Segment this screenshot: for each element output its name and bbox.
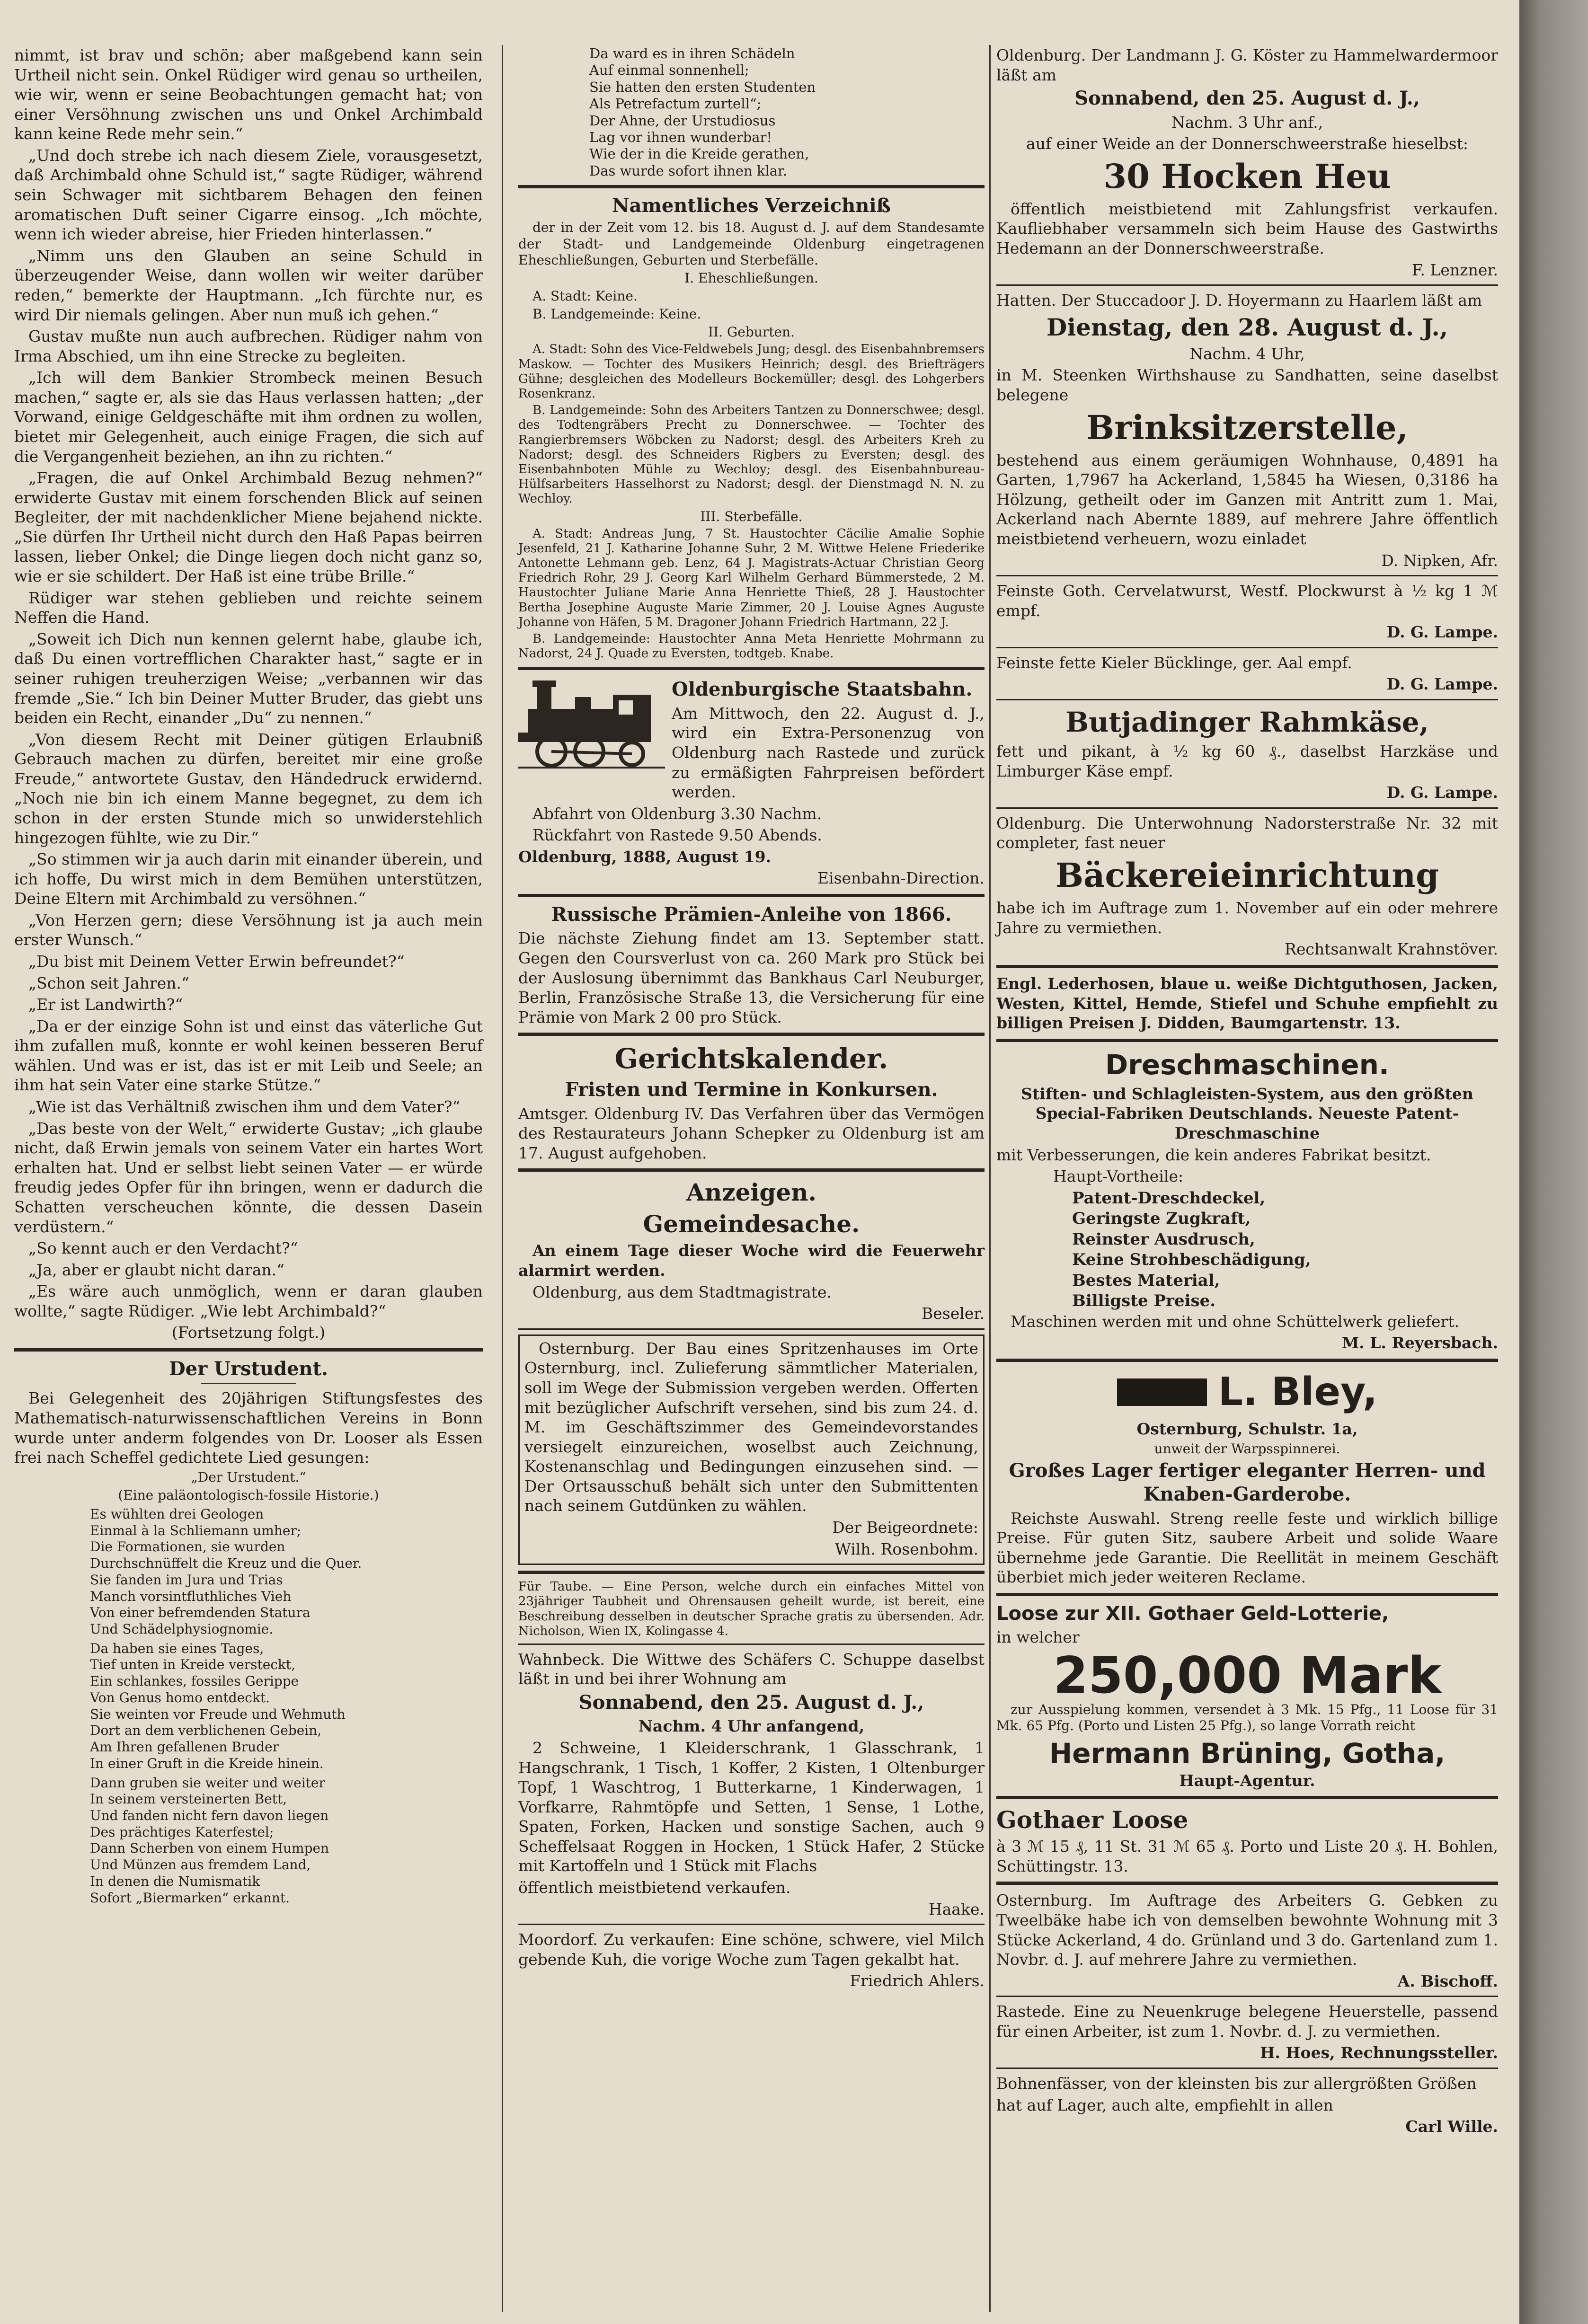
black-bar bbox=[1117, 1378, 1207, 1406]
gebken-text: Osternburg. Im Auftrage des Arbeiters G. Gebken zu Tweelbäke habe ich von demselben bewohnte Wohnung mit 3 Stücke Ackerland, 4 do. Grünland und 3 do. Gartenland zum 1. Novbr. d. J. auf mehrere Jahre zu vermiethen. bbox=[996, 1891, 1498, 1969]
hoyermann-signature: D. Nipken, Afr. bbox=[1381, 551, 1498, 570]
bley-name: L. Bley, bbox=[1218, 1369, 1378, 1414]
section-divider bbox=[996, 1996, 1498, 1997]
rastede-signature: H. Hoes, Rechnungssteller. bbox=[1260, 2043, 1498, 2062]
bohnen-text: Bohnenfässer, von der kleinsten bis zur allergrößten Größen bbox=[996, 2074, 1477, 2093]
municipal-title: Gemeindesache. bbox=[643, 1210, 860, 1238]
railway-departure: Abfahrt von Oldenburg 3.30 Nachm. bbox=[532, 804, 822, 823]
bley-banner bbox=[996, 1368, 1498, 1416]
section-divider bbox=[996, 807, 1498, 809]
hoyermann-time: Nachm. 4 Uhr, bbox=[1189, 344, 1305, 363]
story-paragraph: „Wie ist das Verhältniß zwischen ihm und dem Vater?“ bbox=[28, 1097, 461, 1116]
moordorf-signature: Friedrich Ahlers. bbox=[850, 1971, 985, 1990]
section-divider bbox=[996, 1593, 1498, 1596]
railway-text: Am Mittwoch, den 22. August d. J., wird ein Extra-Personenzug von Oldenburg nach Rastede und zurück zu ermäßigten Fahrpreisen befördert werden. bbox=[672, 704, 985, 802]
court-calendar-text: Amtsger. Oldenburg IV. Das Verfahren über das Vermögen des Restaurateurs Johann Schepker zu Oldenburg ist am 17. August aufgehoben. bbox=[518, 1104, 985, 1162]
lampe-signature: D. G. Lampe. bbox=[1386, 623, 1498, 642]
register-title: Namentliches Verzeichniß bbox=[612, 194, 891, 217]
wahnbeck-time: Nachm. 4 Uhr anfangend, bbox=[638, 1717, 865, 1736]
koester-details: öffentlich meistbietend mit Zahlungsfrist verkaufen. Kaufliebhaber versammeln sich beim Hause des Gastwirths Hedemann an der Donnerschweerstraße. bbox=[996, 199, 1498, 258]
hay-headline: 30 Hocken Heu bbox=[1103, 156, 1391, 196]
page-edge bbox=[1519, 0, 1588, 2324]
section-divider bbox=[996, 699, 1498, 700]
register-entry: B. Landgemeinde: Keine. bbox=[532, 306, 701, 322]
wahnbeck-signature: Haake. bbox=[928, 1900, 985, 1918]
wahnbeck-items: 2 Schweine, 1 Kleiderschrank, 1 Glasschrank, 1 Hangschrank, 1 Tisch, 1 Koffer, 2 Kisten, 1 Oltenburger Topf, 1 Waschtrog, 1 Butterkarne, 1 Kinderwagen, 1 Vorfkarre, Rahmtöpfe und Setten, 1 Sense, 1 Lothe, Spaten, Forken, Hacken und sonstige Sachen, auch 9 Scheffelsaat Roggen in Hocken, 1 Stück Hafer, 2 Stücke mit Kartoffeln und 1 Stück mit Flachs bbox=[518, 1739, 985, 1875]
story-paragraph: „Er ist Landwirth?“ bbox=[28, 995, 183, 1014]
poem-subtitle: (Eine paläontologisch-fossile Historie.) bbox=[118, 1487, 379, 1503]
threshing-advantage: Bestes Material, bbox=[1072, 1271, 1220, 1290]
register-entry: A. Stadt: Andreas Jung, 7 St. Haustochter Cäcilie Amalie Sophie Jesenfeld, 21 J. Katharine Johanne Suhr, 2 M. Wittwe Helene Friederike Antonette Lehmann geb. Lenz, 64 J. Magistrats-Actuar Christian Georg Friedrich Rohr, 29 J. Georg Karl Wilhelm Gerhard Bümmerstede, 2 M. Haustochter Juliane Marie Anna Henriette Thieß, 28 J. Haustochter Bertha Josephine Auguste Marie Zimmer, 20 J. Louise Agnes Auguste Johanne von Häfen, 5 M. Dragoner Johann Friedrich Hartmann, 22 J. bbox=[518, 526, 985, 629]
bley-address: Osternburg, Schulstr. 1a, bbox=[1136, 1420, 1358, 1439]
lampe-ad: Feinste Goth. Cervelatwurst, Westf. Plockwurst à ½ kg 1 ℳ empf. bbox=[996, 582, 1498, 620]
osternburg-signature: Wilh. Rosenbohm. bbox=[834, 1539, 978, 1558]
story-paragraph: nimmt, ist brav und schön; aber maßgebend kann sein Urtheil nicht sein. Onkel Rüdiger wird genau so urtheilen, wie wir, wenn er seine Beobachtungen gemacht hat; von einer Versöhnung zwischen uns und Onkel Archimbald kann keine Rede mehr sein.“ bbox=[14, 46, 483, 143]
loan-title: Russische Prämien-Anleihe von 1866. bbox=[551, 903, 952, 926]
osternburg-ad bbox=[518, 1334, 985, 1565]
register-intro: der in der Zeit vom 12. bis 18. August d. J. auf dem Standesamte der Stadt- und Landgemeinde Oldenburg eingetragenen Eheschließungen, Geburten und Sterbefälle. bbox=[518, 220, 985, 268]
section-divider bbox=[996, 647, 1498, 648]
wahnbeck-date: Sonnabend, den 25. August d. J., bbox=[578, 1691, 924, 1714]
poem-final-stanza: Da ward es in ihren Schädeln Auf einmal sonnenhell; Sie hatten den ersten Studenten Als Petrefactum zurtell“; Der Ahne, der Urstudiosus Lag vor ihnen wunderbar! Wie der in die Kreide gerathen, Das wurde sofort ihnen klar. bbox=[589, 45, 816, 179]
bohnen-signature: Carl Wille. bbox=[1405, 2117, 1498, 2136]
railway-return: Rückfahrt von Rastede 9.50 Abends. bbox=[532, 826, 822, 845]
lampe-signature: D. G. Lampe. bbox=[1386, 675, 1498, 694]
register-entry: B. Landgemeinde: Sohn des Arbeiters Tantzen zu Donnerschwee; desgl. des Todtengräbers Precht zu Donnerschwee. — Tochter des Rangierbremsers Wöbcken zu Nadorst; desgl. des Arbeiters Kreh zu Nadorst; desgl. des Schneiders Rigbers zu Eversten; desgl. des Eisenbahnboten Mühle zu Wechloy; desgl. des Eisenbahnbureau-Hülfsarbeiters Hasselhorst zu Nadorst; desgl. der Dienstmagd N. N. zu Wechloy. bbox=[518, 403, 985, 506]
column-rule bbox=[989, 45, 991, 2312]
story-paragraph: „So stimmen wir ja auch darin mit einander überein, und ich hoffe, Du wirst mich in dem Bemühen unterstützen, Deine Eltern mit Archimbald zu versöhnen.“ bbox=[14, 850, 483, 908]
section-divider bbox=[518, 185, 985, 188]
register-heading: II. Geburten. bbox=[708, 324, 795, 340]
register-entry: B. Landgemeinde: Haustochter Anna Meta Henriette Mohrmann zu Nadorst, 24 J. Quade zu Eversten, todtgeb. Knabe. bbox=[518, 632, 985, 661]
court-calendar-subtitle: Fristen und Termine in Konkursen. bbox=[565, 1078, 938, 1101]
section-divider bbox=[996, 575, 1498, 576]
column-middle bbox=[518, 45, 985, 1993]
story-paragraph: Rüdiger war stehen geblieben und reichte seinem Neffen die Hand. bbox=[14, 588, 483, 627]
story-paragraph: „Du bist mit Deinem Vetter Erwin befreundet?“ bbox=[28, 952, 405, 971]
urstudent-title: Der Urstudent. bbox=[169, 1358, 328, 1380]
story-paragraph: „Es wäre auch unmöglich, wenn er daran glauben wollte,“ sagte Rüdiger. „Wie lebt Archimbald?“ bbox=[14, 1282, 483, 1320]
threshing-advantage: Keine Strohbeschädigung, bbox=[1072, 1250, 1311, 1270]
hoyermann-where: in M. Steenken Wirthshause zu Sandhatten, seine daselbst belegene bbox=[996, 366, 1498, 404]
lampe-ad: Feinste fette Kieler Bücklinge, ger. Aal empf. bbox=[996, 653, 1352, 672]
section-divider bbox=[996, 1796, 1498, 1799]
story-paragraph: „Da er der einzige Sohn ist und einst das väterliche Gut ihm zufallen muß, konnte er wohl keinen besseren Beruf wählen. Und was er ist, das ist er mit Leib und Seele; an ihm hat sein Vater eine starke Stütze.“ bbox=[14, 1016, 483, 1095]
section-divider bbox=[996, 1039, 1498, 1042]
threshing-advantage: Reinster Ausdrusch, bbox=[1072, 1229, 1255, 1249]
ads-heading: Anzeigen. bbox=[686, 1178, 816, 1207]
story-paragraph: „Soweit ich Dich nun kennen gelernt habe, glaube ich, daß Du einen vortrefflichen Charakter hast,“ sagte er in seiner ruhigen treuherzigen Weise; „verbannen wir das fremde „Sie.“ Ich bin Deiner Mutter Bruder, das giebt uns beiden ein Recht, einander „Du“ zu nennen.“ bbox=[14, 629, 483, 727]
section-divider bbox=[518, 1924, 985, 1925]
section-divider bbox=[996, 284, 1498, 286]
koester-signature: F. Lenzner. bbox=[1411, 260, 1498, 279]
lottery-agent: Hermann Brüning, Gotha, bbox=[1049, 1737, 1446, 1769]
register-entry: A. Stadt: Sohn des Vice-Feldwebels Jung; desgl. des Eisenbahnbremsers Maskow. — Tochter des Musikers Heinrich; desgl. des Briefträgers Gühne; desgleichen des Modelleurs Bockemüller; desgl. des Lohgerbers Rosenkranz. bbox=[518, 342, 985, 401]
threshing-advantage: Patent-Dreschdeckel, bbox=[1072, 1188, 1266, 1208]
title-underline bbox=[201, 1383, 296, 1384]
poem-stanza: Dann gruben sie weiter und weiter In seinem versteinerten Bett, Und fanden nicht fern davon liegen Des prächtiges Katerfestel; Dann Scherben von einem Humpen Und Münzen aus fremdem Land, In denen die Numismatik Sofort „Biermarken“ erkannt. bbox=[90, 1775, 329, 1906]
gotha-text: à 3 ℳ 15 ₰, 11 St. 31 ℳ 65 ₰. Porto und Liste 20 ₰. H. Bohlen, Schüttingstr. 13. bbox=[996, 1837, 1498, 1875]
gebken-signature: A. Bischoff. bbox=[1397, 1971, 1498, 1990]
railway-title: Oldenburgische Staatsbahn. bbox=[672, 678, 973, 701]
section-divider bbox=[518, 894, 985, 897]
lottery-agency: Haupt-Agentur. bbox=[1179, 1771, 1315, 1790]
lottery-headline: Loose zur XII. Gothaer Geld-Lotterie, bbox=[996, 1603, 1389, 1625]
section-divider bbox=[14, 1348, 483, 1352]
threshing-subtitle: Stiften- und Schlagleisten-System, aus den größten Special-Fabriken Deutschlands. Neueste Patent-Dreschmaschine bbox=[1021, 1084, 1473, 1142]
poem-stanza: Es wühlten drei Geologen Einmal à la Schliemann umher; Die Formationen, sie wurden Durchschnüffelt die Kreuz und die Quer. Sie fanden im Jura und Trias Manch vorsintfluthliches Vieh Von einer befremdenden Statura Und Schädelphysiognomie. bbox=[90, 1506, 362, 1637]
story-paragraph: „Fragen, die auf Onkel Archimbald Bezug nehmen?“ erwiderte Gustav mit einem forschenden Blick auf seinen Begleiter, der mit nachdenklicher Miene bejahend nickte. „Sie dürfen Ihr Urtheil nicht durch den Haß Papas beirren lassen, lieber Onkel; die Dinge liegen doch nicht ganz so, wie er sie schildert. Der Haß ist eine trübe Brille.“ bbox=[14, 468, 483, 586]
story-paragraph: „Von Herzen gern; diese Versöhnung ist ja auch mein erster Wunsch.“ bbox=[14, 910, 483, 949]
koester-time: Nachm. 3 Uhr anf., bbox=[1171, 113, 1323, 132]
section-divider bbox=[518, 1033, 985, 1036]
register-entry: A. Stadt: Keine. bbox=[532, 288, 638, 304]
lottery-text: zur Ausspielung kommen, versendet à 3 Mk. 15 Pfg., 11 Loose für 31 Mk. 65 Pfg. (Porto und Listen 25 Pfg.), so lange Vorrath reicht bbox=[996, 1702, 1498, 1734]
hoyermann-date: Dienstag, den 28. August d. J., bbox=[1046, 313, 1448, 341]
threshing-headline: Dreschmaschinen. bbox=[1105, 1048, 1389, 1081]
taube-ad: Für Taube. — Eine Person, welche durch ein einfaches Mittel von 23jähriger Taubheit und Ohrensausen geheilt wurde, ist bereit, eine Beschreibung desselben in deutscher Sprache gratis zu übersenden. Adr. Nicholson, Wien IX, Kolingasse 4. bbox=[518, 1580, 985, 1638]
court-calendar-title: Gerichtskalender. bbox=[614, 1043, 888, 1075]
threshing-end: Maschinen werden mit und ohne Schüttelwerk geliefert. bbox=[1011, 1312, 1460, 1331]
clothing-ad: Engl. Lederhosen, blaue u. weiße Dichtguthosen, Jacken, Westen, Kittel, Hemde, Stiefel und Schuhe empfiehlt zu billigen Preisen J. Didden, Baumgartenstr. 13. bbox=[996, 974, 1498, 1033]
wahnbeck-end: öffentlich meistbietend verkaufen. bbox=[518, 1878, 791, 1897]
section-divider bbox=[518, 1168, 985, 1172]
story-paragraph: „Ich will dem Bankier Strombeck meinen Besuch machen,“ sagte er, als sie das Haus verlassen hatten; „der Vorwand, einige Geldgeschäfte mit ihm ordnen zu wollen, bietet mir Gelegenheit, auch einige Fragen, die sich auf die Vergangenheit beziehen, an ihn zu richten.“ bbox=[14, 368, 483, 466]
railway-signature: Eisenbahn-Direction. bbox=[817, 869, 985, 888]
threshing-text: mit Verbesserungen, die kein anderes Fabrikat besitzt. bbox=[996, 1145, 1431, 1164]
koester-text: Oldenburg. Der Landmann J. G. Köster zu Hammelwardermoor läßt am bbox=[996, 46, 1498, 84]
story-paragraph: „Von diesem Recht mit Deiner gütigen Erlaubniß Gebrauch machen zu dürfen, bereitet mir eine große Freude,“ antwortete Gustav, den Händedruck erwidernd. „Noch nie bin ich einem Manne begegnet, zu dem ich schon in der ersten Stunde mich so unwiderstehlich hingezogen fühlte, wie zu Dir.“ bbox=[14, 730, 483, 847]
column-left bbox=[14, 45, 483, 1909]
osternburg-signature: Der Beigeordnete: bbox=[832, 1518, 978, 1537]
brinksitzer-headline: Brinksitzerstelle, bbox=[1086, 407, 1408, 447]
story-paragraph: „So kennt auch er den Verdacht?“ bbox=[28, 1239, 298, 1258]
continuation-note: (Fortsetzung folgt.) bbox=[171, 1323, 326, 1342]
locomotive-icon bbox=[518, 676, 665, 770]
bakery-signature: Rechtsanwalt Krahnstöver. bbox=[1285, 940, 1498, 959]
threshing-advantages: Haupt-Vortheile: bbox=[1053, 1167, 1184, 1186]
koester-date: Sonnabend, den 25. August d. J., bbox=[1074, 87, 1420, 110]
bakery-text: habe ich im Auftrage zum 1. November auf ein oder mehrere Jahre zu vermiethen. bbox=[996, 899, 1498, 937]
loan-text: Die nächste Ziehung findet am 13. September statt. Gegen den Coursverlust von ca. 260 Mark pro Stück bei der Auslosung übernimmt das Bankhaus Carl Neuburger, Berlin, Französische Straße 13, die Versicherung für eine Prämie von Mark 2 00 pro Stück. bbox=[518, 929, 985, 1026]
hoyermann-text: Hatten. Der Stuccadoor J. D. Hoyermann zu Haarlem läßt am bbox=[996, 291, 1482, 310]
section-divider bbox=[996, 1882, 1498, 1885]
gotha-title: Gothaer Loose bbox=[996, 1806, 1189, 1834]
bohnen-text: hat auf Lager, auch alte, empfiehlt in allen bbox=[996, 2095, 1333, 2114]
section-divider bbox=[996, 2068, 1498, 2069]
poem-title: „Der Urstudent.“ bbox=[191, 1469, 306, 1485]
story-paragraph: Gustav mußte nun auch aufbrechen. Rüdiger nahm von Irma Abschied, um ihn eine Strecke zu begleiten. bbox=[14, 327, 483, 365]
threshing-advantage: Billigste Preise. bbox=[1072, 1291, 1216, 1311]
bley-address: unweit der Warpsspinnerei. bbox=[1154, 1440, 1340, 1457]
osternburg-text: Osternburg. Der Bau eines Spritzenhauses im Orte Osternburg, incl. Zulieferung sämmtlicher Materialen, soll im Wege der Submission vergeben werden. Offerten mit bezüglicher Aufschrift versehen, sind bis zum 24. d. M. im Geschäftszimmer des Gemeindevorstandes versiegelt einzureichen, woselbst auch Zeichnung, Kostenanschlag und Bedingungen einzusehen sind. — Der Ortsausschuß behält sich unter den Submittenten nach seinem Gutdünken zu wählen. bbox=[524, 1339, 978, 1515]
koester-where: auf einer Weide an der Donnerschweerstraße hieselbst: bbox=[1026, 134, 1468, 153]
column-rule bbox=[502, 45, 503, 2312]
section-divider bbox=[996, 1359, 1498, 1362]
hoyermann-details: bestehend aus einem geräumigen Wohnhause, 0,4891 ha Garten, 1,7967 ha Ackerland, 1,5845 ha Wiesen, 0,3186 ha Hölzung, getheilt oder im Ganzen mit Antritt zum 1. Mai, Ackerland nach Aberntе 1889, auf mehrere Jahre öffentlich meistbietend verheuern, wozu einladet bbox=[996, 451, 1498, 548]
railway-ad bbox=[518, 676, 985, 804]
lottery-prize: 250,000 Mark bbox=[1053, 1646, 1441, 1705]
rastede-text: Rastede. Eine zu Neuenkruge belegene Heuerstelle, passend für einen Arbeiter, ist zum 1. Novbr. d. J. zu vermiethen. bbox=[996, 2002, 1498, 2041]
municipal-place: Oldenburg, aus dem Stadtmagistrate. bbox=[532, 1282, 832, 1301]
story-paragraph: „Ja, aber er glaubt nicht daran.“ bbox=[28, 1260, 285, 1279]
column-right bbox=[996, 45, 1498, 2138]
urstudent-intro: Bei Gelegenheit des 20jährigen Stiftungsfestes des Mathematisch-naturwissenschaftlichen Vereins in Bonn wurde unter anderm folgendes von Dr. Looser als Essen frei nach Scheffel gedichtete Lied gesungen: bbox=[14, 1389, 483, 1467]
section-divider bbox=[518, 1571, 985, 1574]
story-paragraph: „Schon seit Jahren.“ bbox=[28, 973, 189, 992]
section-divider bbox=[996, 965, 1498, 968]
bley-headline: Großes Lager fertiger eleganter Herren- und Knaben-Garderobe. bbox=[1009, 1459, 1486, 1506]
cheese-text: fett und pikant, à ½ kg 60 ₰., daselbst Harzkäse und Limburger Käse empf. bbox=[996, 742, 1498, 780]
threshing-advantage: Geringste Zugkraft, bbox=[1072, 1209, 1251, 1228]
story-paragraph: „Nimm uns den Glauben an seine Schuld in überzeugender Weise, dann wollen wir weiter darüber reden,“ bemerkte der Hauptmann. „Ich fürchte nur, es wird Dir niemals gelingen. Aber nun muß ich gehen.“ bbox=[14, 246, 483, 324]
section-divider bbox=[518, 1328, 985, 1330]
cheese-headline: Butjadinger Rahmkäse, bbox=[1065, 706, 1429, 739]
wahnbeck-text: Wahnbeck. Die Wittwe des Schäfers C. Schuppe daselbst läßt in und bei ihrer Wohnung am bbox=[518, 1650, 985, 1688]
moordorf-text: Moordorf. Zu verkaufen: Eine schöne, schwere, viel Milch gebende Kuh, die vorige Woche zum Tagen gekalbt hat. bbox=[518, 1930, 985, 1969]
bakery-text: Oldenburg. Die Unterwohnung Nadorsterstraße Nr. 32 mit completer, fast neuer bbox=[996, 813, 1498, 852]
section-divider bbox=[518, 667, 985, 670]
story-paragraph: „Und doch strebe ich nach diesem Ziele, vorausgesetzt, daß Archimbald ohne Schuld ist,“ sagte Rüdiger, während sein Schwager mit sichtbarem Behagen den feinen aromatischen Duft seiner Cigarre einsog. „Ich möchte, wenn ich wieder abreise, hier Frieden hinterlassen.“ bbox=[14, 146, 483, 244]
municipal-signature: Beseler. bbox=[922, 1304, 985, 1323]
bley-text: Reichste Auswahl. Streng reelle feste und wirklich billige Preise. Für guten Sitz, saubere Arbeit und solide Waare übernehme jede Garantie. Die Reellität in meinem Geschäft überbiet mich jeder weiteren Reclame. bbox=[996, 1509, 1498, 1587]
bakery-headline: Bäckereieinrichtung bbox=[1055, 856, 1439, 895]
lottery-sub: in welcher bbox=[996, 1628, 1080, 1647]
cheese-signature: D. G. Lampe. bbox=[1386, 783, 1498, 802]
register-heading: III. Sterbefälle. bbox=[700, 508, 803, 524]
story-paragraph: „Das beste von der Welt,“ erwiderte Gustav; „ich glaube nicht, daß Erwin jemals von seinem Vater ein hartes Wort erhalten hat. Und er selbst liebt seinen Vater — er würde freudig jedes Opfer für ihn bringen, wenn er dadurch die Schatten verscheuchen könnte, die dessen Dasein verdüstern.“ bbox=[14, 1119, 483, 1236]
threshing-signature: M. L. Reyersbach. bbox=[1341, 1334, 1498, 1352]
municipal-text: An einem Tage dieser Woche wird die Feuerwehr alarmirt werden. bbox=[518, 1241, 985, 1280]
section-divider bbox=[518, 1644, 985, 1645]
railway-date: Oldenburg, 1888, August 19. bbox=[518, 847, 772, 866]
poem-stanza: Da haben sie eines Tages, Tief unten in Kreide versteckt, Ein schlankes, fossiles Gerippe Von Genus homo entdeckt. Sie weinten vor Freude und Wehmuth Dort an dem verblichenen Gebein, Am Ihren gefallenen Bruder In einer Gruft in die Kreide hinein. bbox=[90, 1640, 346, 1771]
register-heading: I. Eheschließungen. bbox=[684, 270, 818, 286]
